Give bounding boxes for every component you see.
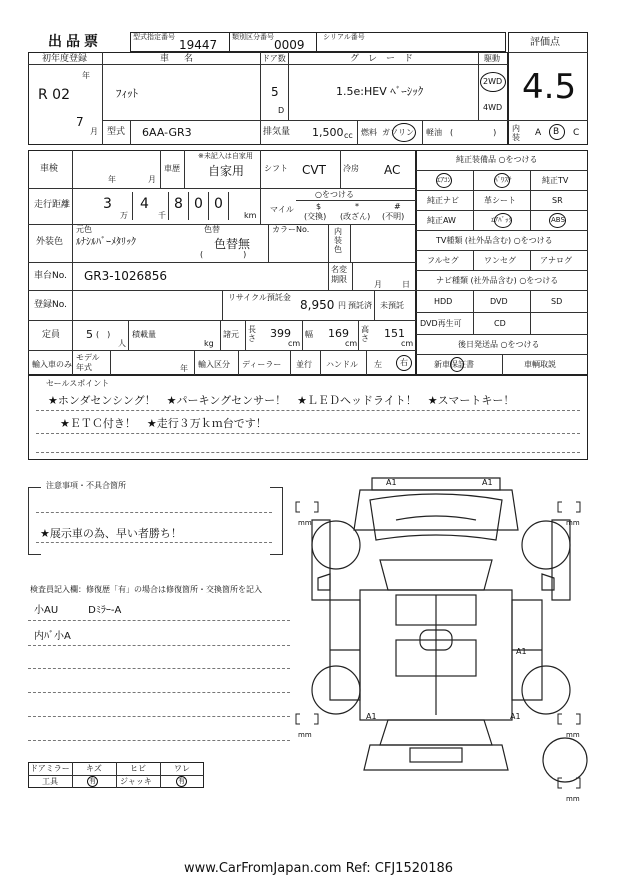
repaint-paren: ( ) xyxy=(200,250,247,259)
equip-airbag: ｴｱﾊﾞｯｸ xyxy=(491,216,512,224)
mileage-digit-3: 8 xyxy=(174,196,183,212)
navi-label: ナビ種類 (社外品含む) ○をつける xyxy=(436,276,559,285)
equip-leather: 革シート xyxy=(484,196,516,205)
score-label: 評価点 xyxy=(530,37,560,48)
equip-aircon: ｴｱｺﾝ xyxy=(437,176,451,184)
equip-abs: ABS xyxy=(551,216,565,224)
recycle-label: リサイクル預託金 xyxy=(228,293,291,302)
color-no-label: カラーNo. xyxy=(272,225,310,234)
capacity-label: 定員 xyxy=(42,330,61,340)
load-label: 積載量 xyxy=(132,330,156,339)
mm-rear-right: mm xyxy=(566,731,580,739)
damage-mark-front-left: A1 xyxy=(386,478,397,487)
kg-unit: kg xyxy=(204,339,214,348)
name-change-label: 名変期限 xyxy=(331,265,347,284)
fuel-light-oil: 軽油 xyxy=(426,128,442,137)
capacity-value: 5 xyxy=(86,328,93,341)
fuel-label: 燃料 xyxy=(361,128,377,137)
handle-left: 左 xyxy=(374,360,382,369)
usage-label: 車歴 xyxy=(164,164,180,173)
reg-no-label: 登録No. xyxy=(34,300,67,310)
year-unit: 年 xyxy=(82,71,90,80)
usage-note: ※未記入は自家用 xyxy=(198,152,253,160)
grade-value: 1.5e:HEV ﾍﾞｰｼｯｸ xyxy=(336,85,424,98)
tools-jack-label: ジャッキ xyxy=(120,777,152,786)
docs-warranty: 新車保証書 xyxy=(434,360,474,369)
type-number-label: 型式指定番号 xyxy=(133,33,175,41)
equip-powersteering: ﾊﾟﾜｽﾃ xyxy=(494,176,512,184)
ac-value: AC xyxy=(384,163,401,177)
type-number: 19447 xyxy=(179,38,218,52)
size-label: 諸元 xyxy=(223,330,239,339)
chassis-value: GR3-1026856 xyxy=(84,269,168,283)
int-color-label: 内装色 xyxy=(334,227,342,254)
recycle-unit: 円 xyxy=(338,301,346,310)
width-unit: cm xyxy=(345,339,358,348)
inspection-label: 検査員記入欄：修復歴「有」の場合は修復箇所・交換箇所を記入 xyxy=(30,585,262,594)
mileage-digit-1: 3 xyxy=(103,196,112,212)
tv-analog: アナログ xyxy=(540,256,572,265)
color-label: 外装色 xyxy=(36,237,64,247)
shift-value: CVT xyxy=(302,163,326,177)
exchange-label: (交換) xyxy=(304,212,327,221)
height-unit: cm xyxy=(401,339,414,348)
equip-genuine-navi: 純正ナビ xyxy=(427,196,459,205)
person-unit: 人 xyxy=(118,339,126,348)
orig-color-label: 元色 xyxy=(76,225,92,234)
docs-manual: 車輌取説 xyxy=(524,360,556,369)
class-number-label: 類別区分番号 xyxy=(232,33,274,41)
import-parallel: 並行 xyxy=(296,360,312,369)
mile-label: マイル xyxy=(270,205,294,214)
interior-label: 内装 xyxy=(512,124,520,142)
tv-label: TV種類 (社外品含む) ○をつける xyxy=(436,236,553,245)
first-reg-label: 初年度登録 xyxy=(42,54,88,64)
model-year-unit: 年 xyxy=(180,364,188,373)
interior-a: A xyxy=(535,128,542,138)
mm-front-right: mm xyxy=(566,519,580,527)
displacement-label: 排気量 xyxy=(263,127,291,137)
mm-spare: mm xyxy=(566,795,580,803)
shaken-year-unit: 年 xyxy=(108,175,116,184)
docs-label: 後日発送品 ○をつける xyxy=(458,340,540,349)
doors-value: 5 xyxy=(271,85,279,99)
mm-front-left: mm xyxy=(298,519,312,527)
notes-line: ★展示車の為、早い者勝ち！ xyxy=(40,527,182,540)
import-class-label: 輸入区分 xyxy=(198,360,230,369)
navi-cd: CD xyxy=(494,319,506,328)
car-name: ﾌｨｯﾄ xyxy=(116,87,138,100)
interior-c: C xyxy=(573,128,580,138)
length-label: 長さ xyxy=(248,325,256,343)
man-unit: 万 xyxy=(120,211,128,220)
damage-mark-front-right: A1 xyxy=(482,478,493,487)
unknown-label: (不明) xyxy=(382,212,405,221)
drive-label: 駆動 xyxy=(484,54,500,63)
sen-unit: 千 xyxy=(158,211,166,220)
cc-unit: cc xyxy=(344,131,353,140)
km-unit: km xyxy=(244,211,257,220)
tools-jack-value: 有 xyxy=(178,777,185,785)
car-name-label: 車 名 xyxy=(160,54,197,64)
attach-note: ○をつける xyxy=(315,190,354,199)
model-value: 6AA-GR3 xyxy=(142,126,192,139)
exchange-sym: $ xyxy=(316,202,322,211)
first-reg-month: 7 xyxy=(76,115,84,129)
recycle-paid: 預託済 xyxy=(348,301,372,310)
mileage-digit-4: 0 xyxy=(194,196,203,212)
first-reg-era: R 02 xyxy=(38,87,70,103)
navi-sd: SD xyxy=(551,297,563,306)
import-dealer: ディーラー xyxy=(242,360,282,369)
score-value: 4.5 xyxy=(522,67,577,107)
name-change-day: 日 xyxy=(402,280,410,289)
drive-4wd: 4WD xyxy=(483,103,503,112)
recycle-value: 8,950 xyxy=(300,298,335,312)
navi-dvd-play: DVD再生可 xyxy=(420,319,462,328)
damage-mark-mirror: A1 xyxy=(516,647,527,656)
recycle-unpaid: 未預託 xyxy=(380,301,404,310)
displacement-value: 1,500 xyxy=(312,126,344,139)
width-value: 169 xyxy=(328,327,349,340)
tools-header-mirror: ドアミラー xyxy=(30,764,70,773)
tools-header-scratch: キズ xyxy=(86,764,102,773)
interior-b: B xyxy=(553,127,560,137)
tools-header-break: ワレ xyxy=(174,764,190,773)
sales-label: セールスポイント xyxy=(46,379,110,388)
inspection-line-1: 小AU Dﾐﾗｰ-A xyxy=(34,605,122,616)
unknown-sym: # xyxy=(394,202,401,211)
shaken-month-unit: 月 xyxy=(148,175,156,184)
sales-line-2: ★ＥＴＣ付き！ ★走行３万ｋｍ台です！ xyxy=(60,417,267,430)
doors-suffix: D xyxy=(278,106,285,115)
mileage-digit-2: 4 xyxy=(140,196,149,212)
doors-label: ドア数 xyxy=(262,54,286,63)
genuine-label: 純正装備品 ○をつける xyxy=(456,155,538,164)
shaken-label: 車検 xyxy=(40,164,59,174)
month-unit: 月 xyxy=(90,127,98,136)
class-number: 0009 xyxy=(274,38,305,52)
mileage-digit-5: 0 xyxy=(214,196,223,212)
tools-tool-label: 工具 xyxy=(42,777,58,786)
model-label: 型式 xyxy=(107,127,126,137)
height-label: 高さ xyxy=(361,325,369,343)
navi-hdd: HDD xyxy=(434,297,453,306)
import-label: 輸入車のみ xyxy=(32,360,72,369)
sales-line-1: ★ホンダセンシング！ ★パーキングセンサー！ ★ＬＥＤヘッドライト！ ★スマートキー！ xyxy=(48,394,515,407)
length-value: 399 xyxy=(270,327,291,340)
length-unit: cm xyxy=(288,339,301,348)
ac-label: 冷房 xyxy=(343,164,359,173)
name-change-month: 月 xyxy=(374,280,382,289)
equip-genuine-aw: 純正AW xyxy=(427,216,456,225)
height-value: 151 xyxy=(384,327,405,340)
tamper-label: (改ざん) xyxy=(340,212,371,221)
tv-oneseg: ワンセグ xyxy=(484,256,516,265)
tools-tool-value: 有 xyxy=(89,777,96,785)
handle-right: 右 xyxy=(400,358,408,367)
width-label: 幅 xyxy=(305,330,313,339)
fuel-gasoline: ガソリン xyxy=(382,128,414,137)
footer-reference[interactable]: www.CarFromJapan.com Ref: CFJ1520186 xyxy=(184,861,454,876)
usage-value: 自家用 xyxy=(208,164,245,178)
repaint-value: 色替無 xyxy=(214,237,251,251)
model-year-label: モデル年式 xyxy=(76,353,100,372)
orig-color: ﾙﾅｼﾙﾊﾞｰﾒﾀﾘｯｸ xyxy=(76,237,136,248)
equip-sr: SR xyxy=(552,196,563,205)
tools-header-crack: ヒビ xyxy=(130,764,146,773)
chassis-label: 車台No. xyxy=(34,271,67,281)
mm-rear-left: mm xyxy=(298,731,312,739)
mileage-label: 走行距離 xyxy=(34,200,71,210)
capacity-paren: ( ) xyxy=(96,330,111,339)
navi-dvd: DVD xyxy=(490,297,508,306)
serial-number-label: シリアル番号 xyxy=(323,33,365,41)
damage-mark-rear-left: A1 xyxy=(366,712,377,721)
equip-genuine-tv: 純正TV xyxy=(542,176,569,185)
tv-fullseg: フルセグ xyxy=(427,256,459,265)
grade-label: グ レ ー ド xyxy=(350,54,414,64)
damage-mark-rear-right: A1 xyxy=(510,712,521,721)
handle-label: ハンドル xyxy=(326,360,358,369)
fuel-paren: ( ) xyxy=(450,128,497,137)
shift-label: シフト xyxy=(264,164,288,173)
repaint-label: 色替 xyxy=(204,225,220,234)
drive-2wd: 2WD xyxy=(483,77,503,86)
sheet-title: 出品票 xyxy=(48,34,102,50)
notes-label: 注意事項・不具合箇所 xyxy=(46,481,126,490)
inspection-line-2: 内ﾊﾞ小A xyxy=(34,631,71,642)
tamper-sym: * xyxy=(355,202,359,211)
